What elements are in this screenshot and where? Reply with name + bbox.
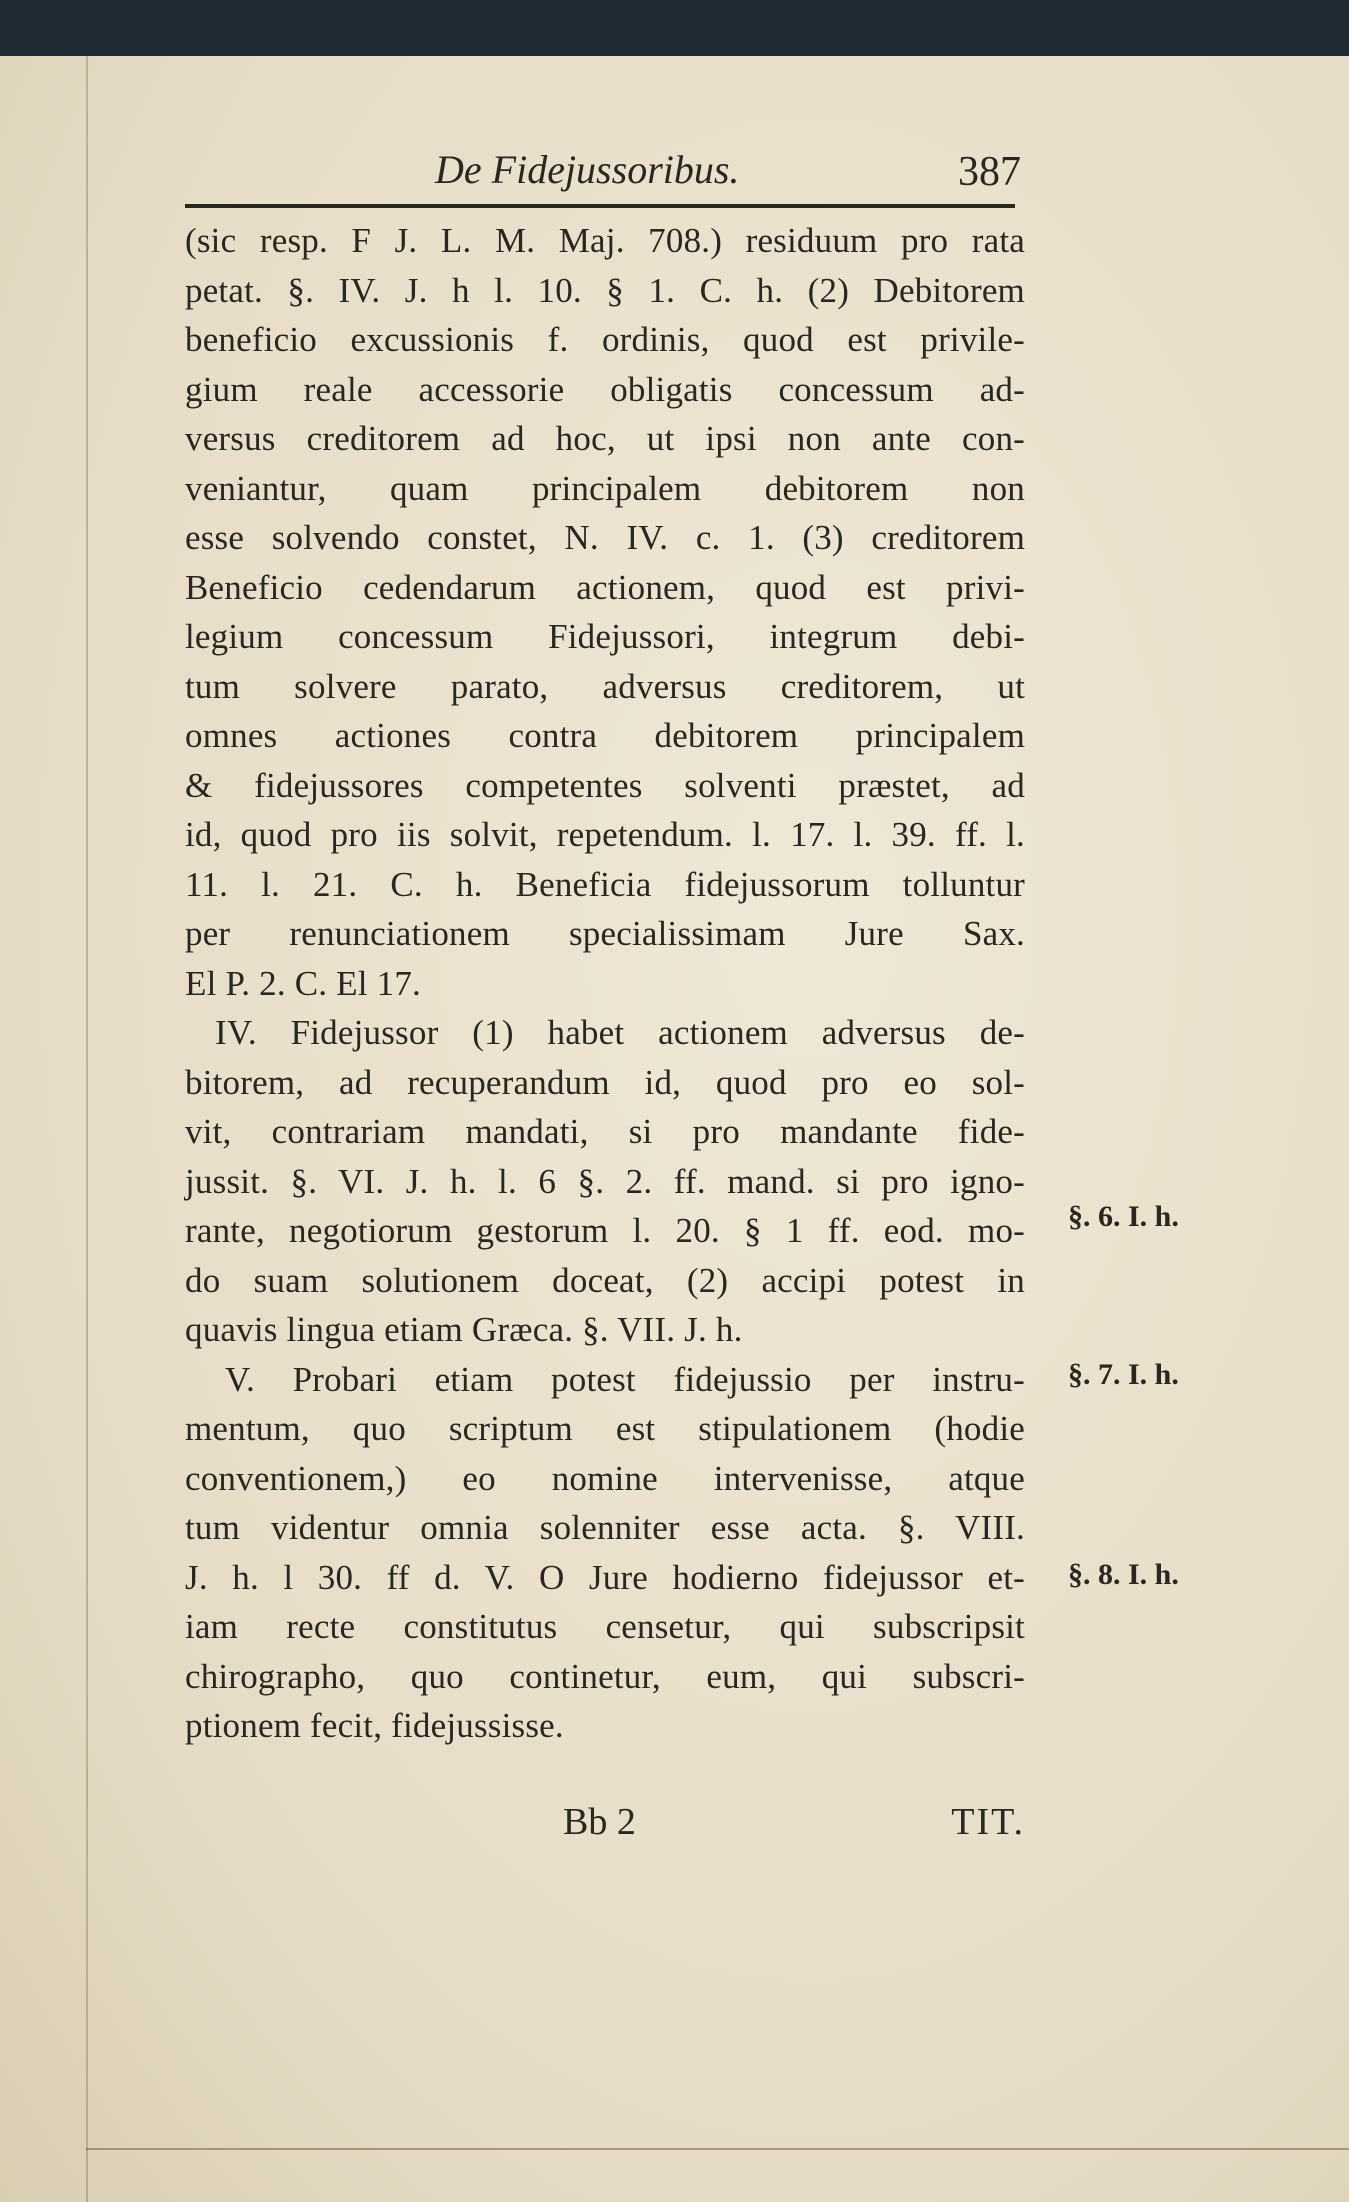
text-line: conventionem,) eo nomine intervenisse, atque bbox=[185, 1458, 1025, 1498]
text-line: chirographo, quo continetur, eum, qui subscri- bbox=[185, 1656, 1025, 1696]
text-line: tum solvere parato, adversus creditorem, ut bbox=[185, 666, 1025, 706]
header-rule bbox=[185, 204, 1015, 208]
text-line: veniantur, quam principalem debitorem non bbox=[185, 468, 1025, 508]
margin-note: §. 6. I. h. bbox=[1068, 1200, 1179, 1233]
text-line: per renunciationem specialissimam Jure Sax. bbox=[185, 914, 1025, 953]
text-line: J. h. l 30. ff d. V. O Jure hodierno fidejussor et- bbox=[185, 1557, 1025, 1597]
text-line: do suam solutionem doceat, (2) accipi potest in bbox=[185, 1260, 1025, 1300]
text-line: quavis lingua etiam Græca. §. VII. J. h. bbox=[185, 1310, 743, 1349]
text-line: iam recte constitutus censetur, qui subscripsit bbox=[185, 1607, 1025, 1646]
running-head bbox=[185, 138, 1025, 198]
text-line: jussit. §. VI. J. h. l. 6 §. 2. ff. mand. si pro igno- bbox=[185, 1161, 1025, 1201]
text-line: id, quod pro iis solvit, repetendum. l. 17. l. 39. ff. l. bbox=[185, 815, 1025, 854]
page-number: 387 bbox=[958, 149, 1021, 195]
text-line: ptionem fecit, fidejussisse. bbox=[185, 1706, 564, 1745]
signature-mark: Bb 2 bbox=[563, 1801, 636, 1843]
catchword: TIT. bbox=[951, 1801, 1025, 1843]
text-line: gium reale accessorie obligatis concessum ad- bbox=[185, 369, 1025, 409]
text-line: 11. l. 21. C. h. Beneficia fidejussorum tolluntur bbox=[185, 864, 1025, 904]
text-line: bitorem, ad recuperandum id, quod pro eo sol- bbox=[185, 1062, 1025, 1102]
page-bottom-edge bbox=[86, 2148, 1349, 2150]
text-line: versus creditorem ad hoc, ut ipsi non ante con- bbox=[185, 419, 1025, 458]
text-line: (sic resp. F J. L. M. Maj. 708.) residuum pro rata bbox=[185, 221, 1025, 260]
text-line: & fidejussores competentes solventi præstet, ad bbox=[185, 765, 1025, 805]
text-line: vit, contrariam mandati, si pro mandante fide- bbox=[185, 1112, 1025, 1151]
text-line: IV. Fidejussor (1) habet actionem adversus de- bbox=[215, 1013, 1025, 1052]
gutter-line bbox=[86, 56, 88, 2202]
text-line: legium concessum Fidejussori, integrum debi- bbox=[185, 617, 1025, 656]
text-line: rante, negotiorum gestorum l. 20. § 1 ff. eod. mo- bbox=[185, 1211, 1025, 1250]
text-line: omnes actiones contra debitorem principalem bbox=[185, 716, 1025, 755]
text-line: mentum, quo scriptum est stipulationem (hodie bbox=[185, 1409, 1025, 1448]
text-line: Beneficio cedendarum actionem, quod est privi- bbox=[185, 567, 1025, 607]
running-title: De Fidejussoribus. bbox=[435, 147, 740, 192]
text-line: tum videntur omnia solenniter esse acta. §. VIII. bbox=[185, 1508, 1025, 1547]
text-line: El P. 2. C. El 17. bbox=[185, 963, 421, 1003]
text-line: petat. §. IV. J. h l. 10. § 1. C. h. (2) Debitorem bbox=[185, 270, 1025, 310]
text-line: V. Probari etiam potest fidejussio per instru- bbox=[225, 1359, 1025, 1399]
body-text bbox=[185, 216, 1025, 1751]
margin-note: §. 8. I. h. bbox=[1068, 1558, 1179, 1591]
margin-note: §. 7. I. h. bbox=[1068, 1358, 1179, 1391]
text-line: esse solvendo constet, N. IV. c. 1. (3) creditorem bbox=[185, 518, 1025, 557]
page-footer bbox=[185, 1800, 1025, 1860]
text-line: beneficio excussionis f. ordinis, quod est privile- bbox=[185, 320, 1025, 359]
